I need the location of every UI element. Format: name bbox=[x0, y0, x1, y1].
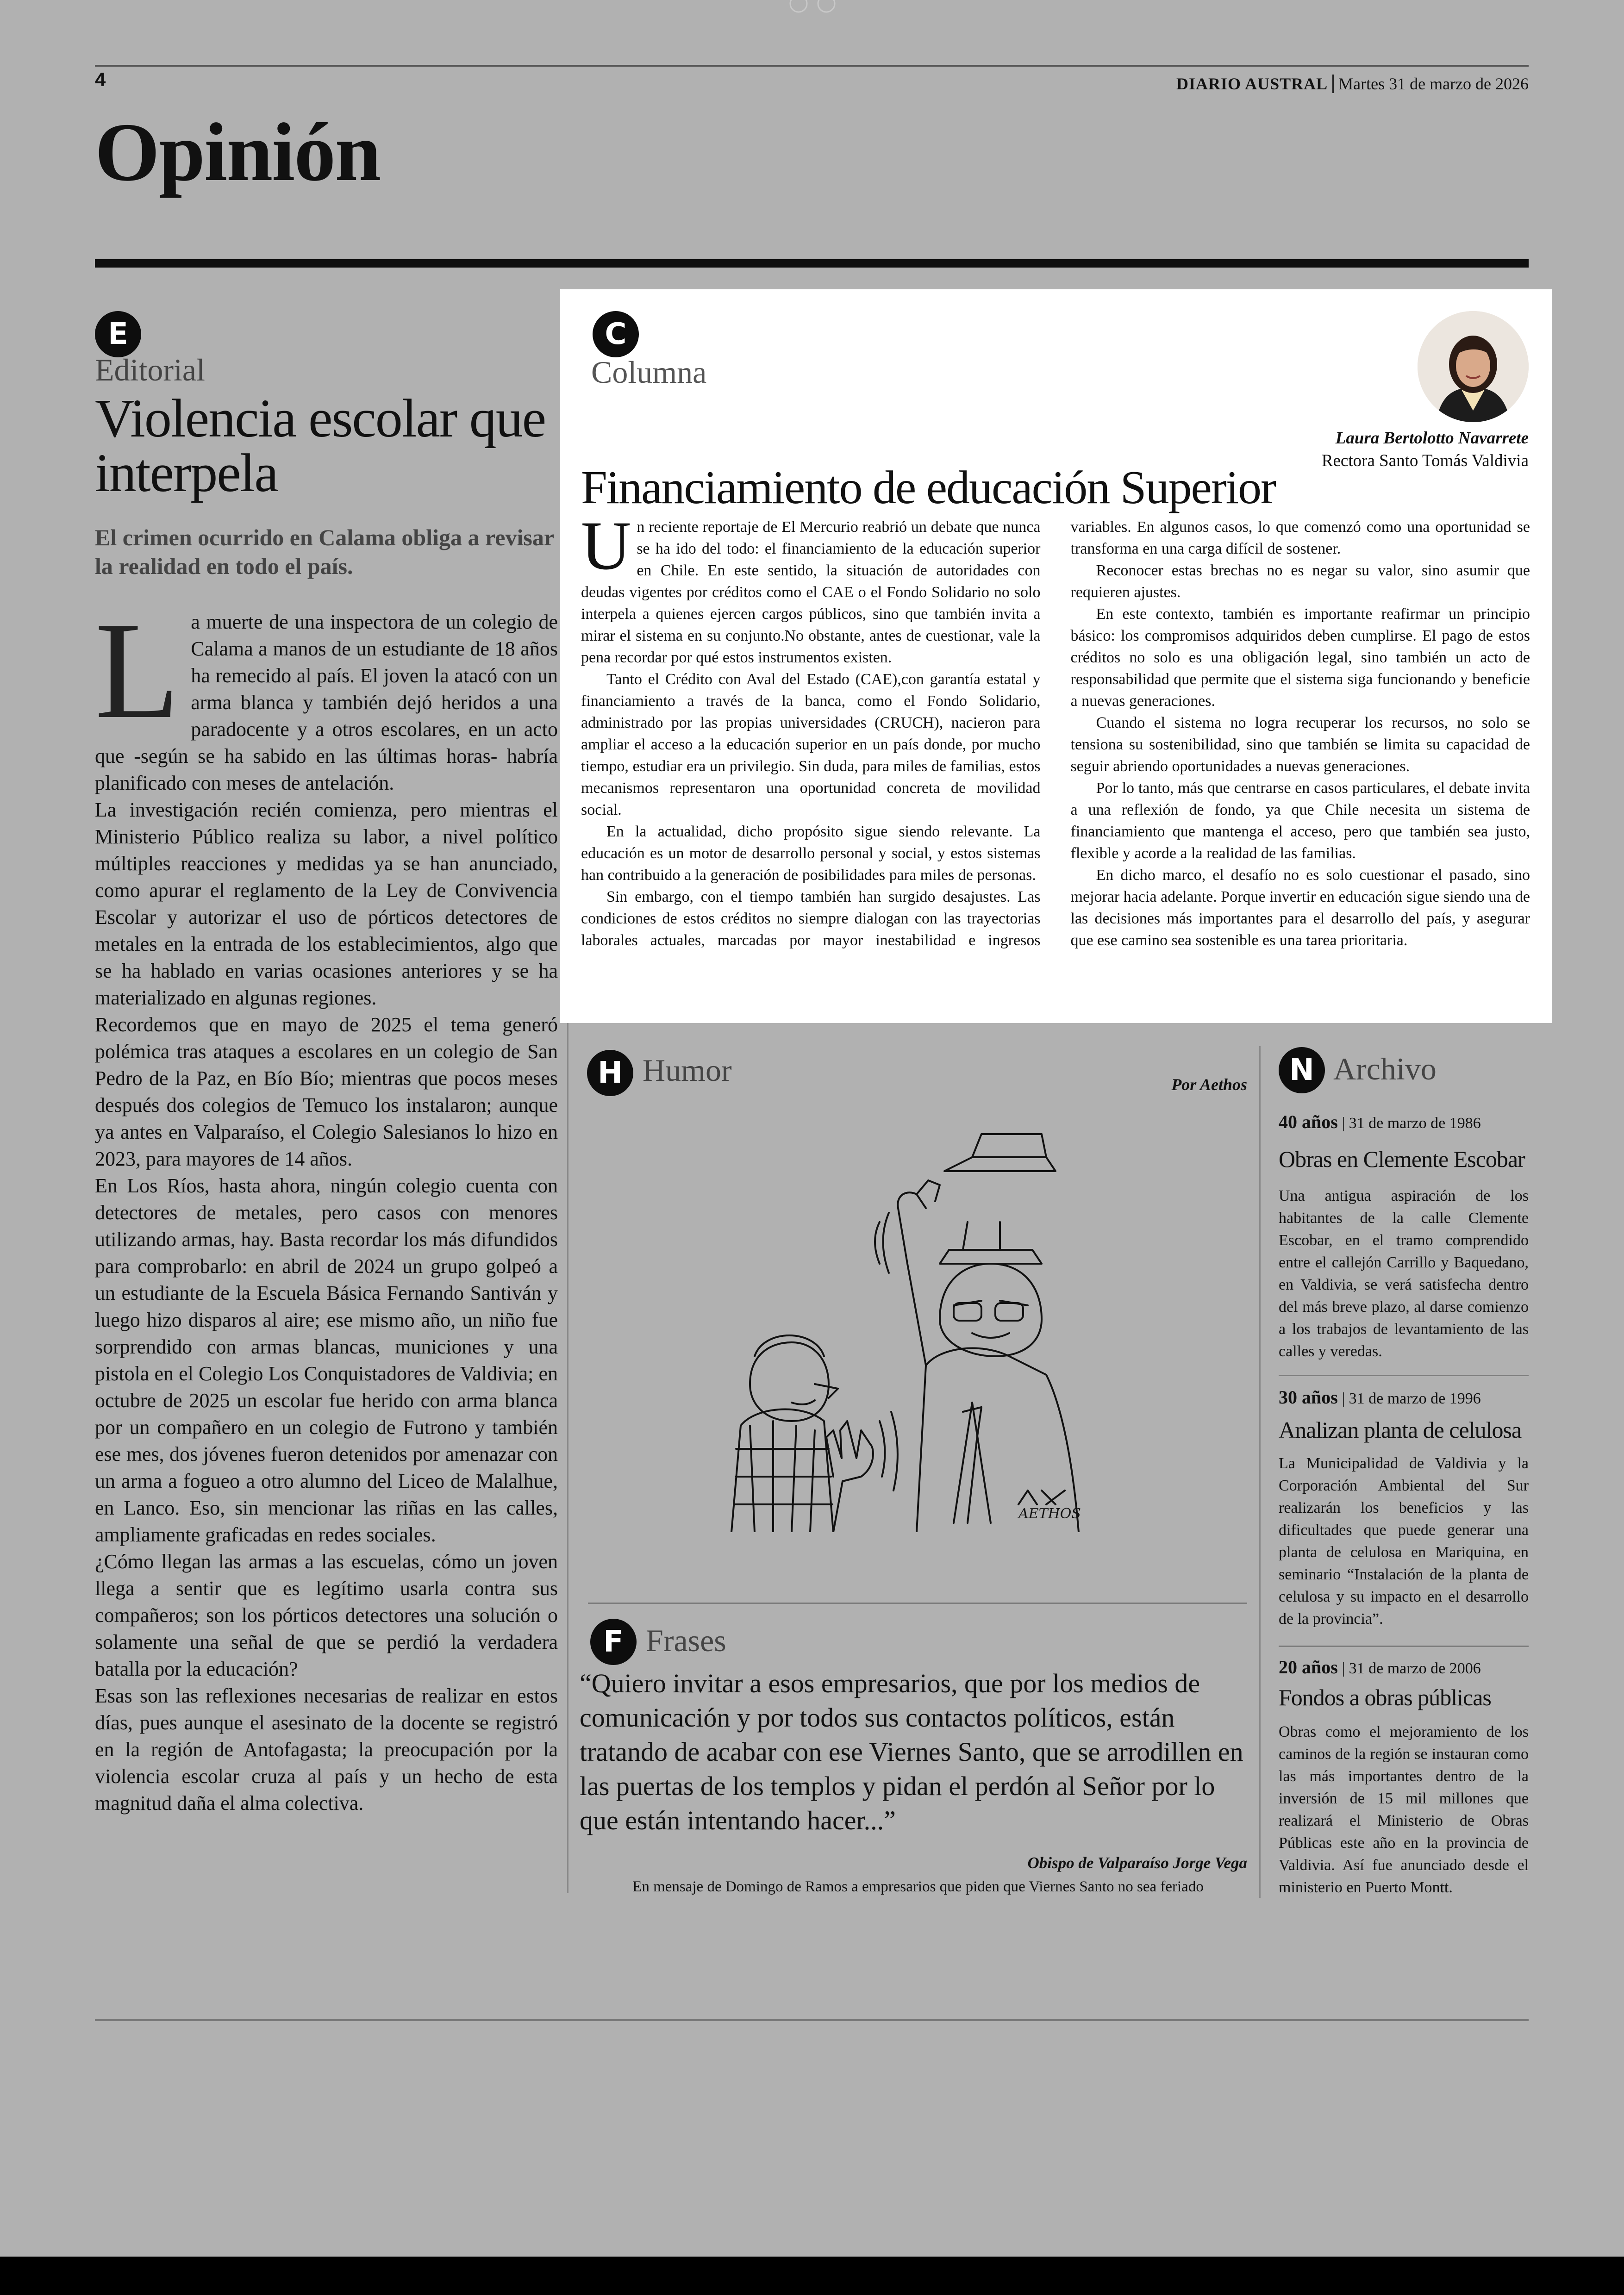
humor-rule bbox=[588, 1603, 1247, 1604]
archivo-entry-date: 20 años | 31 de marzo de 2006 bbox=[1279, 1657, 1481, 1678]
humor-cartoon-icon bbox=[722, 1125, 1176, 1532]
columna-paragraph: En la actualidad, dicho propósito sigue siendo relevante. La educación es un motor de desarrollo personal y social, y estos sistemas han contribuido a la generación de posibilidades para miles de personas. bbox=[581, 823, 1041, 884]
columna-badge: C bbox=[593, 311, 639, 357]
author-photo-icon bbox=[1418, 311, 1529, 422]
editorial-subtitle: El crimen ocurrido en Calama obliga a revisar la realidad en todo el país. bbox=[95, 524, 554, 579]
page-number: 4 bbox=[95, 69, 106, 90]
columna-paragraph: Reconocer estas brechas no es negar su valor, sino asumir que requieren ajustes. bbox=[1070, 562, 1530, 601]
archivo-divider bbox=[1259, 1046, 1261, 1898]
columna-paragraph: Tanto el Crédito con Aval del Estado (CAE),con garantía estatal y financiamiento a través de la banca, como el Fondo Solidario, administrado por las propias universidades (CRUCH), nacieron para ampliar el acceso a la educación superior en un país donde, por mucho tiempo, estudiar era un privilegio. Sin duda, para miles de familias, estos mecanismos representaron una oportunidad concreta de movilidad social. bbox=[581, 671, 1041, 818]
bottom-rule bbox=[95, 2019, 1529, 2021]
archivo-entry-headline: Fondos a obras públicas bbox=[1279, 1684, 1491, 1710]
columna-paragraph: Por lo tanto, más que centrarse en casos particulares, el debate invita a una reflexión de fondo, ya que Chile necesita un sistema de financiamiento que mantenga el acceso, pero que también sea justo, flexible y acorde a la realidad de las familias. bbox=[1070, 780, 1530, 862]
editorial-title: Violencia escolar que interpela bbox=[95, 388, 546, 503]
frases-quote: “Quiero invitar a esos empresarios, que por los medios de comunicación y por todos sus contactos políticos, están tratando de acabar con ese Viernes Santo, que se arrodillen en las puertas de los templos y pidan el perdón al Señor por lo que están intentando hacer...” bbox=[580, 1668, 1243, 1835]
masthead bbox=[1176, 74, 1529, 94]
archivo-entry-headline: Analizan planta de celulosa bbox=[1279, 1417, 1522, 1443]
masthead-separator bbox=[1332, 75, 1334, 93]
humor-kicker: Humor bbox=[643, 1053, 732, 1088]
cartoon-signature: AETHOS bbox=[1018, 1506, 1081, 1522]
bottom-band bbox=[0, 2257, 1624, 2295]
archivo-rule bbox=[1279, 1646, 1529, 1647]
frases-attribution: Obispo de Valparaíso Jorge Vega bbox=[1027, 1854, 1247, 1872]
humor-badge: H bbox=[587, 1050, 633, 1096]
archivo-entry-date: 30 años | 31 de marzo de 1996 bbox=[1279, 1387, 1481, 1408]
top-rule bbox=[95, 65, 1529, 67]
columna-dropcap: U bbox=[581, 507, 631, 584]
archivo-entry-body: Una antigua aspiración de los habitantes de la calle Clemente Escobar, en el tramo comprendido entre el callejón Carrillo y Baquedano, en Valdivia, se verá satisfecha dentro del más breve plazo, al darse comienzo a los trabajos de levantamiento de las calles y veredas. bbox=[1279, 1187, 1529, 1360]
columna-paragraph: En dicho marco, el desafío no es solo cuestionar el pasado, sino mejorar hacia adelante. Porque invertir en educación sigue siendo una de las decisiones más importantes para el desarrollo del país, y asegurar que ese camino sea sostenible es una tarea prioritaria. bbox=[1070, 867, 1530, 949]
columna-kicker: Columna bbox=[591, 355, 707, 390]
editorial-badge: E bbox=[95, 311, 141, 357]
editorial-body bbox=[95, 593, 558, 1817]
section-rule bbox=[95, 259, 1529, 268]
columna-title: Financiamiento de educación Superior bbox=[581, 461, 1275, 514]
columna-author-role: Rectora Santo Tomás Valdivia bbox=[1321, 451, 1529, 470]
frases-context: En mensaje de Domingo de Ramos a empresarios que piden que Viernes Santo no sea feriado bbox=[632, 1878, 1204, 1895]
editorial-paragraph: Recordemos que en mayo de 2025 el tema generó polémica tras ataques a escolares en un colegio de San Pedro de la Paz, en Bío Bío; mientras que pocos meses después dos colegios de Temuco los instalaron; aunque ya antes en Valparaíso, el Colegio Salesianos lo hizo en 2023, para mayores de 14 años. bbox=[95, 1013, 558, 1170]
archivo-entry-headline: Obras en Clemente Escobar bbox=[1279, 1146, 1525, 1172]
humor-byline: Por Aethos bbox=[1171, 1075, 1247, 1094]
editorial-paragraph: En Los Ríos, hasta ahora, ningún colegio cuenta con detectores de metales, pero casos con menores utilizando armas, hay. Basta recordar los más difundidos para comprobarlo: en abril de 2024 un grupo golpeó a un estudiante de la Escuela Básica Fernando Santiván y luego hizo disparos al aire; ese mismo año, un niño fue sorprendido con armas blancas, municiones y una pistola en el Colegio Los Conquistadores de Valdivia; en octubre de 2025 un escolar fue herido con arma blanca por un compañero en un colegio de Futrono y también ese mes, dos jóvenes fueron detenidos por amenazar con un arma a fogueo a otro alumno del Liceo de Malalhue, en Lanco. Eso, sin mencionar las riñas en las calles, ampliamente graficadas en redes sociales. bbox=[95, 1174, 558, 1546]
editorial-paragraph: ¿Cómo llegan las armas a las escuelas, cómo un joven llega a sentir que es legítimo usarla contra sus compañeros; son los pórticos detectores una solución o solamente una señal de que se perdió la verdadera batalla por la educación? bbox=[95, 1550, 558, 1680]
archivo-entry-body: La Municipalidad de Valdivia y la Corporación Ambiental del Sur realizarán los beneficios y las dificultades que puede generar una planta de celulosa en Mariquina, en seminario “Instalación de la planta de celulosa y su impacto en el desarrollo de la provincia”. bbox=[1279, 1455, 1529, 1628]
columna-paragraph: Cuando el sistema no logra recuperar los recursos, no solo se tensiona su sostenibilidad, sino que también se limita su capacidad de seguir abriendo oportunidades a nuevas generaciones. bbox=[1070, 714, 1530, 775]
page-nav-arrows-icon[interactable] bbox=[782, 0, 843, 14]
columna-body bbox=[581, 507, 1530, 951]
archivo-badge: N bbox=[1279, 1047, 1325, 1093]
columna-author: Laura Bertolotto Navarrete bbox=[1335, 429, 1529, 448]
issue-date: Martes 31 de marzo de 2026 bbox=[1338, 75, 1529, 93]
editorial-paragraph: La muerte de una inspectora de un colegio de Calama a manos de un estudiante de 18 años ha remecido al país. El joven la atacó con un arma blanca y también dejó heridos a una paradocente y a otros escolares, en un acto que -según se ha sabido en las últimas horas- habría planificado con meses de antelación. bbox=[95, 593, 558, 794]
editorial-paragraph: Esas son las reflexiones necesarias de realizar en estos días, pues aunque el asesinato de la docente se registró en la región de Antofagasta; la preocupación por la violencia escolar cruza al país y un hecho de esta magnitud daña el alma colectiva. bbox=[95, 1684, 558, 1815]
columna-paragraph: Sin embargo, con el tiempo también han surgido desajustes. Las condiciones de estos créditos no siempre dialogan con las trayectorias laborales actuales, marcadas por mayor inestabilidad e ingresos variables. En algunos casos, lo que comenzó como una oportunidad se transforma en una carga difícil de sostener. bbox=[581, 518, 1530, 949]
author-avatar bbox=[1418, 311, 1529, 422]
columna-paragraph: Un reciente reportaje de El Mercurio reabrió un debate que nunca se ha ido del todo: el financiamiento de la educación superior en Chile. En este sentido, la situación de autoridades con deudas vigentes por créditos como el CAE o el Fondo Solidario no solo interpela a quienes ejercen cargos públicos, sino que también invita a mirar el sistema en su conjunto.No obstante, antes de cuestionar, vale la pena recordar por qué estos instrumentos existen. bbox=[581, 507, 1041, 666]
editorial-paragraph: La investigación recién comienza, pero mientras el Ministerio Público realiza su labor, a nivel político múltiples reacciones y medidas ya se han anunciado, como apurar el reglamento de la Ley de Convivencia Escolar y autorizar el uso de pórticos detectores de metales en la entrada de los establecimientos, algo que se ha hablado en varias ocasiones anteriores y se ha materializado en algunas regiones. bbox=[95, 798, 558, 1009]
editorial-kicker: Editorial bbox=[95, 352, 205, 387]
section-title: Opinión bbox=[95, 106, 381, 198]
editorial-dropcap: L bbox=[95, 593, 180, 747]
frases-badge: F bbox=[590, 1619, 637, 1665]
columna-paragraph: En este contexto, también es importante reafirmar un principio básico: los compromisos adquiridos deben cumplirse. El pago de estos créditos no solo es una obligación legal, sino también un acto de responsabilidad que permite que el sistema siga funcionando y beneficie a nuevas generaciones. bbox=[1070, 605, 1530, 710]
archivo-entry-body: Obras como el mejoramiento de los caminos de la región se instauran como las más importantes dentro de la inversión de 15 mil millones que realizará el Ministerio de Obras Públicas este año en la provincia de Valdivia. Así fue anunciado desde el ministerio en Puerto Montt. bbox=[1279, 1723, 1529, 1896]
archivo-rule bbox=[1279, 1375, 1529, 1376]
archivo-kicker: Archivo bbox=[1333, 1051, 1437, 1086]
frases-kicker: Frases bbox=[646, 1623, 726, 1658]
newspaper-name: DIARIO AUSTRAL bbox=[1176, 75, 1328, 93]
archivo-entry-date: 40 años | 31 de marzo de 1986 bbox=[1279, 1111, 1481, 1132]
